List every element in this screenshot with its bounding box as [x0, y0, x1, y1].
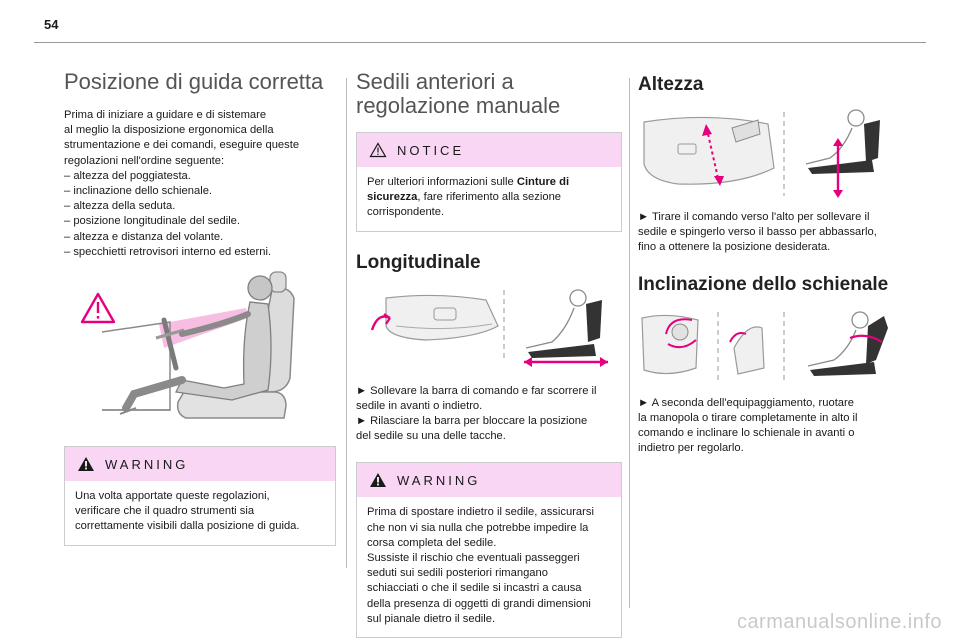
warning-triangle-icon: [82, 294, 114, 322]
column-height-recline: [638, 70, 900, 456]
instruction-line: indietro per regolarlo.: [638, 442, 744, 455]
intro-line: regolazioni nell'ordine seguente:: [64, 154, 225, 167]
warning-triangle-icon: [369, 472, 387, 488]
warning-line: Sussiste il rischio che eventuali passeggeri: [367, 552, 580, 565]
intro-line: – posizione longitudinale del sedile.: [64, 215, 241, 228]
seatbelts-crossref: Cinture di sicurezza: [367, 176, 570, 204]
instruction-line: sedile e spingerlo verso il basso per abbassarlo,: [638, 226, 877, 239]
instruction-line: la manopola o tirare completamente in alto il: [638, 411, 858, 424]
warning-line: sul pianale dietro il sedile.: [367, 612, 496, 625]
warning-box-title: WARNING: [105, 456, 189, 472]
watermark: carmanualsonline.info: [736, 611, 942, 633]
intro-line: al meglio la disposizione ergonomica della: [64, 124, 274, 137]
warning-line: Una volta apportate queste regolazioni,: [75, 490, 270, 503]
recline-illustration: [638, 308, 900, 386]
warning-line: schiacciati o che il sedile si incastri a causa: [367, 582, 582, 595]
header-rule: [34, 42, 926, 43]
column-divider: [346, 78, 347, 568]
warning-line: corsa completa del sedile.: [367, 536, 497, 549]
notice-box-title: NOTICE: [397, 142, 465, 158]
intro-line: – inclinazione dello schienale.: [64, 185, 213, 198]
notice-box-header: [357, 133, 621, 167]
column-driving-position: [64, 70, 336, 546]
driving-position-illustration: [64, 268, 336, 438]
warning-box-adjustments: [64, 446, 336, 546]
warning-box-header: [65, 447, 335, 481]
notice-text: Per ulteriori informazioni sulle: [367, 176, 517, 188]
intro-line: – altezza del poggiatesta.: [64, 169, 191, 182]
warning-line: Prima di spostare indietro il sedile, assicurarsi: [367, 506, 594, 519]
notice-box-body: [357, 167, 621, 231]
instruction-line: ► Tirare il comando verso l'alto per sollevare il: [638, 211, 870, 223]
warning-box-title: WARNING: [397, 472, 481, 488]
page-number: 54: [44, 17, 59, 32]
warning-line: verificare che il quadro strumenti sia: [75, 505, 255, 518]
instruction-line: fino a ottenere la posizione desiderata.: [638, 241, 831, 254]
warning-box-seat-backwards: [356, 462, 622, 638]
recline-instructions: [638, 396, 900, 457]
height-heading: Altezza: [638, 74, 704, 95]
instruction-line: comando e inclinare lo schienale in avanti o: [638, 427, 855, 440]
manual-seats-title: Sedili anteriori a regolazione manuale: [356, 69, 561, 118]
notice-text: , fare riferimento alla sezione corrispondente.: [367, 191, 562, 219]
warning-line: correttamente visibili dalla posizione di guida.: [75, 520, 300, 533]
instruction-line: sedile in avanti o indietro.: [356, 399, 483, 412]
driving-position-intro: [64, 108, 336, 260]
longitudinal-instructions: [356, 384, 622, 445]
intro-line: – altezza e distanza del volante.: [64, 230, 224, 243]
instruction-line: ► Rilasciare la barra per bloccare la posizione: [356, 415, 588, 428]
warning-box-header: [357, 463, 621, 497]
intro-line: – altezza della seduta.: [64, 200, 176, 213]
instruction-line: ► Sollevare la barra di comando e far scorrere il: [356, 384, 597, 397]
driving-position-title: Posizione di guida corretta: [64, 69, 324, 94]
warning-line: della presenza di oggetti di grandi dimensioni: [367, 597, 591, 610]
warning-triangle-icon: [77, 456, 95, 472]
column-manual-seats: [356, 70, 622, 638]
column-divider: [629, 78, 630, 608]
notice-triangle-icon: [369, 142, 387, 158]
warning-box-body: [357, 497, 621, 637]
intro-line: Prima di iniziare a guidare e di sistemare: [64, 109, 267, 121]
longitudinal-heading: Longitudinale: [356, 251, 481, 273]
warning-line: seduti sui sedili posteriori rimangano: [367, 567, 548, 580]
instruction-line: ► A seconda dell'equipaggiamento, ruotare: [638, 396, 854, 409]
notice-box-seatbelts: [356, 132, 622, 232]
warning-line: che non vi sia nulla che potrebbe impedire la: [367, 521, 589, 534]
intro-line: strumentazione e dei comandi, eseguire queste: [64, 139, 300, 152]
warning-box-body: [65, 481, 335, 545]
height-illustration: [638, 108, 900, 200]
longitudinal-illustration: [356, 286, 622, 372]
recline-heading: Inclinazione dello schienale: [638, 273, 889, 295]
instruction-line: del sedile su una delle tacche.: [356, 430, 506, 443]
slide-arrows-icon: [524, 357, 608, 367]
intro-line: – specchietti retrovisori interno ed esterni.: [64, 245, 272, 258]
height-instructions: [638, 210, 900, 256]
